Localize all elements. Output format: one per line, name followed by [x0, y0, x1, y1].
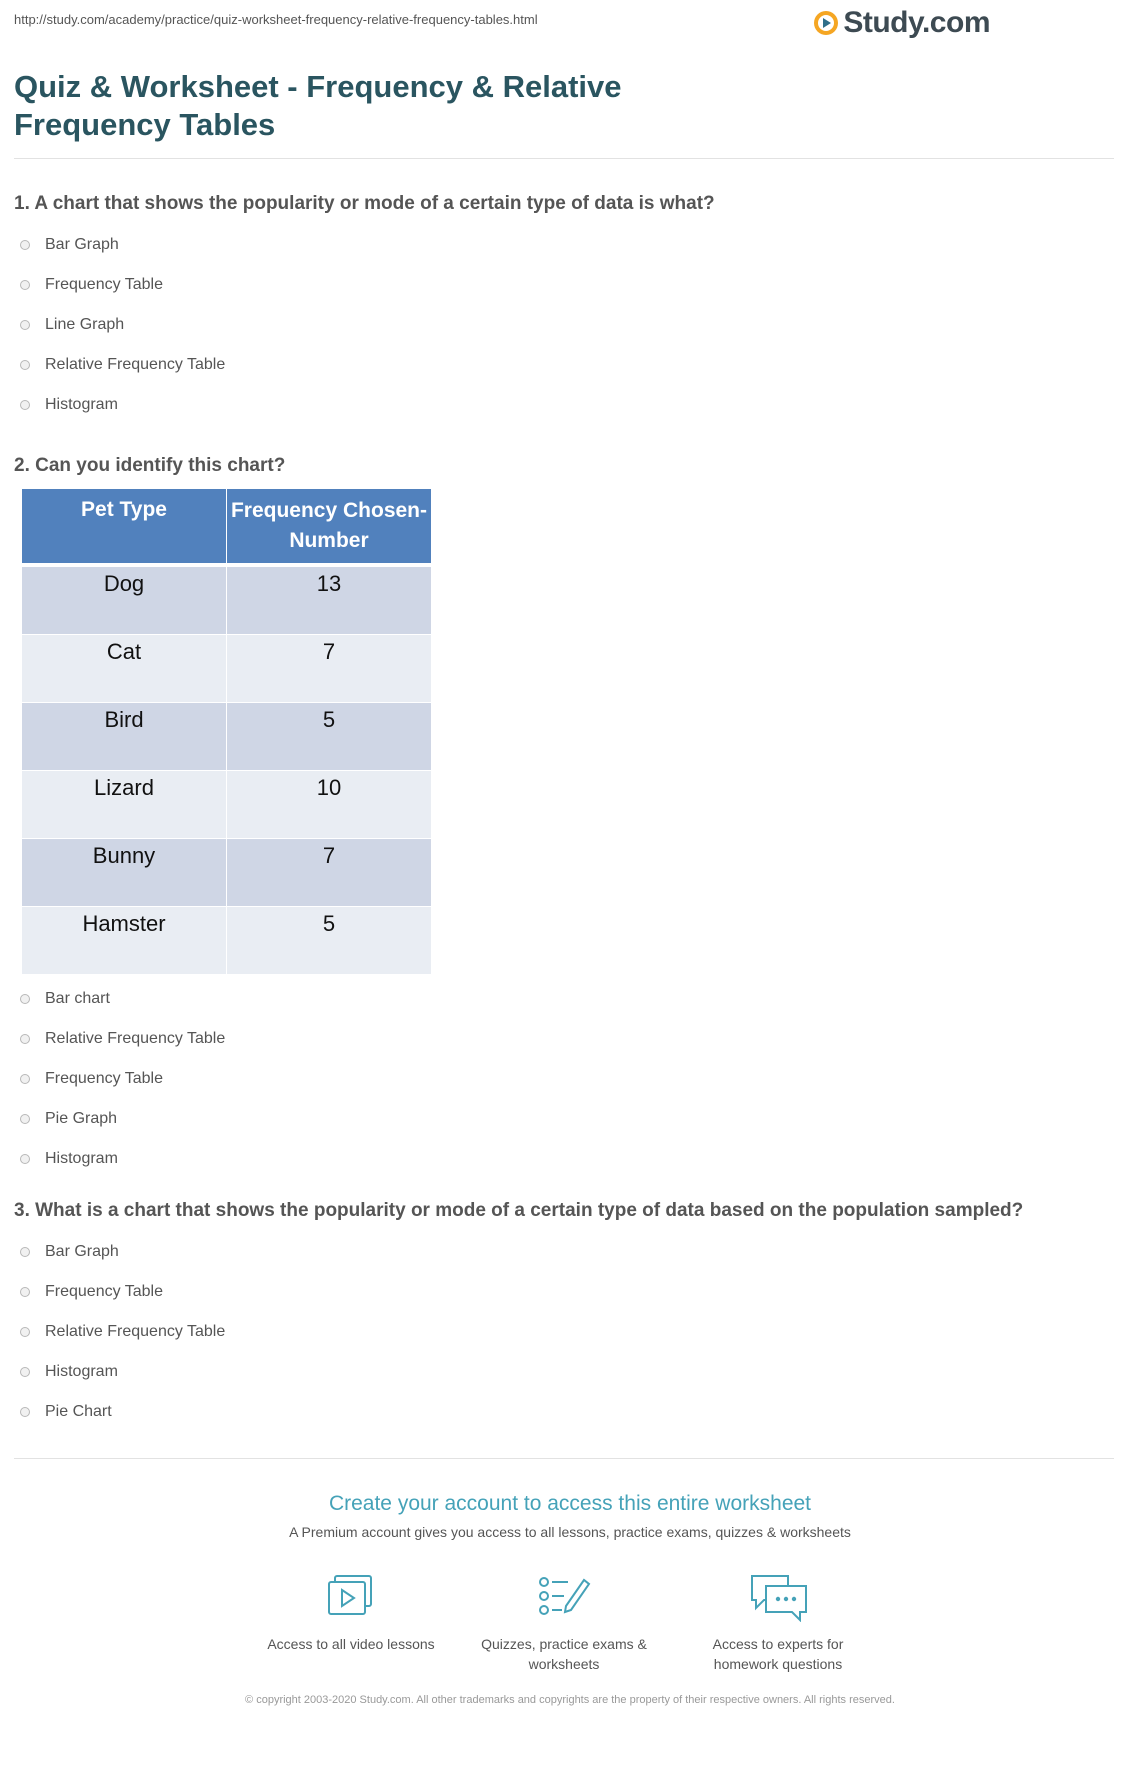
pet-type-cell: Bunny: [22, 839, 227, 907]
frequency-cell: 10: [227, 771, 432, 839]
cta-divider: [14, 1458, 1114, 1459]
option-label: Bar Graph: [45, 1243, 119, 1260]
pet-type-cell: Bird: [22, 703, 227, 771]
radio-button-icon[interactable]: [20, 1407, 30, 1417]
question-3-options: [20, 1232, 225, 1432]
table-row: [22, 565, 432, 635]
radio-button-icon[interactable]: [20, 400, 30, 410]
radio-button-icon[interactable]: [20, 1114, 30, 1124]
option-label: Bar Graph: [45, 236, 119, 253]
option-label: Frequency Table: [45, 1070, 163, 1087]
pet-type-cell: Cat: [22, 635, 227, 703]
radio-button-icon[interactable]: [20, 1154, 30, 1164]
frequency-cell: 5: [227, 703, 432, 771]
radio-button-icon[interactable]: [20, 1287, 30, 1297]
option-label: Frequency Table: [45, 276, 163, 293]
answer-option[interactable]: [20, 1392, 225, 1432]
radio-button-icon[interactable]: [20, 240, 30, 250]
option-label: Bar chart: [45, 990, 110, 1007]
cta-title[interactable]: Create your account to access this entire worksheet: [328, 1492, 812, 1515]
radio-button-icon[interactable]: [20, 360, 30, 370]
play-logo-icon: [813, 10, 839, 36]
pet-frequency-table: [21, 488, 432, 975]
option-label: Line Graph: [45, 316, 125, 333]
question-3: 3. What is a chart that shows the popularity or mode of a certain type of data based on the population sampled?: [14, 1200, 1024, 1221]
answer-option[interactable]: [20, 1099, 225, 1139]
answer-option[interactable]: [20, 1059, 225, 1099]
title-divider: [14, 158, 1114, 159]
pet-type-cell: Hamster: [22, 907, 227, 975]
feature-label: Quizzes, practice exams & worksheets: [481, 1636, 647, 1672]
radio-button-icon[interactable]: [20, 1367, 30, 1377]
answer-option[interactable]: [20, 1232, 225, 1272]
radio-button-icon[interactable]: [20, 1034, 30, 1044]
feature-label: Access to all video lessons: [267, 1636, 435, 1652]
header-pet-type: Pet Type: [22, 489, 227, 566]
question-1: 1. A chart that shows the popularity or mode of a certain type of data is what?: [14, 193, 715, 214]
option-label: Histogram: [45, 396, 118, 413]
answer-option[interactable]: [20, 1019, 225, 1059]
answer-option[interactable]: [20, 1272, 225, 1312]
frequency-cell: 5: [227, 907, 432, 975]
frequency-cell: 7: [227, 635, 432, 703]
answer-option[interactable]: [20, 305, 225, 345]
table-row: [22, 635, 432, 703]
radio-button-icon[interactable]: [20, 1074, 30, 1084]
feature-experts: [683, 1572, 873, 1674]
option-label: Frequency Table: [45, 1283, 163, 1300]
option-label: Relative Frequency Table: [45, 356, 226, 373]
option-label: Pie Chart: [45, 1403, 112, 1420]
feature-video-lessons: [256, 1572, 446, 1654]
option-label: Histogram: [45, 1150, 118, 1167]
option-label: Relative Frequency Table: [45, 1323, 226, 1340]
page-title: Quiz & Worksheet - Frequency & Relative Frequency Tables: [14, 69, 622, 142]
feature-label: Access to experts for homework questions: [712, 1636, 844, 1672]
study-logo[interactable]: [813, 6, 990, 40]
table-header-row: [22, 489, 432, 566]
table-row: [22, 703, 432, 771]
table-row: [22, 907, 432, 975]
answer-option[interactable]: [20, 1139, 225, 1179]
frequency-cell: 7: [227, 839, 432, 907]
frequency-cell: 13: [227, 565, 432, 635]
radio-button-icon[interactable]: [20, 994, 30, 1004]
option-label: Pie Graph: [45, 1110, 118, 1127]
copyright-text: © copyright 2003-2020 Study.com. All other trademarks and copyrights are the property of their respective owners. All rights reserved.: [245, 1694, 895, 1706]
cta-subtitle: A Premium account gives you access to all lessons, practice exams, quizzes & worksheets: [289, 1524, 851, 1540]
chat-bubbles-icon: [746, 1572, 810, 1622]
question-1-options: [20, 225, 225, 425]
pet-type-cell: Lizard: [22, 771, 227, 839]
answer-option[interactable]: [20, 225, 225, 265]
pet-type-cell: Dog: [22, 565, 227, 635]
answer-option[interactable]: [20, 979, 225, 1019]
radio-button-icon[interactable]: [20, 280, 30, 290]
answer-option[interactable]: [20, 345, 225, 385]
header-frequency: Frequency Chosen-Number: [227, 489, 432, 566]
radio-button-icon[interactable]: [20, 1327, 30, 1337]
option-label: Histogram: [45, 1363, 118, 1380]
radio-button-icon[interactable]: [20, 1247, 30, 1257]
option-label: Relative Frequency Table: [45, 1030, 226, 1047]
radio-button-icon[interactable]: [20, 320, 30, 330]
answer-option[interactable]: [20, 385, 225, 425]
feature-quizzes: [469, 1572, 659, 1674]
question-2: 2. Can you identify this chart?: [14, 455, 286, 476]
quiz-checklist-icon: [536, 1572, 592, 1622]
logo-text: Study.com: [843, 6, 990, 39]
page-url: http://study.com/academy/practice/quiz-worksheet-frequency-relative-frequency-tables.html: [14, 12, 538, 27]
table-row: [22, 839, 432, 907]
answer-option[interactable]: [20, 265, 225, 305]
question-2-options: [20, 979, 225, 1179]
video-lesson-icon: [323, 1572, 379, 1622]
answer-option[interactable]: [20, 1312, 225, 1352]
answer-option[interactable]: [20, 1352, 225, 1392]
table-row: [22, 771, 432, 839]
